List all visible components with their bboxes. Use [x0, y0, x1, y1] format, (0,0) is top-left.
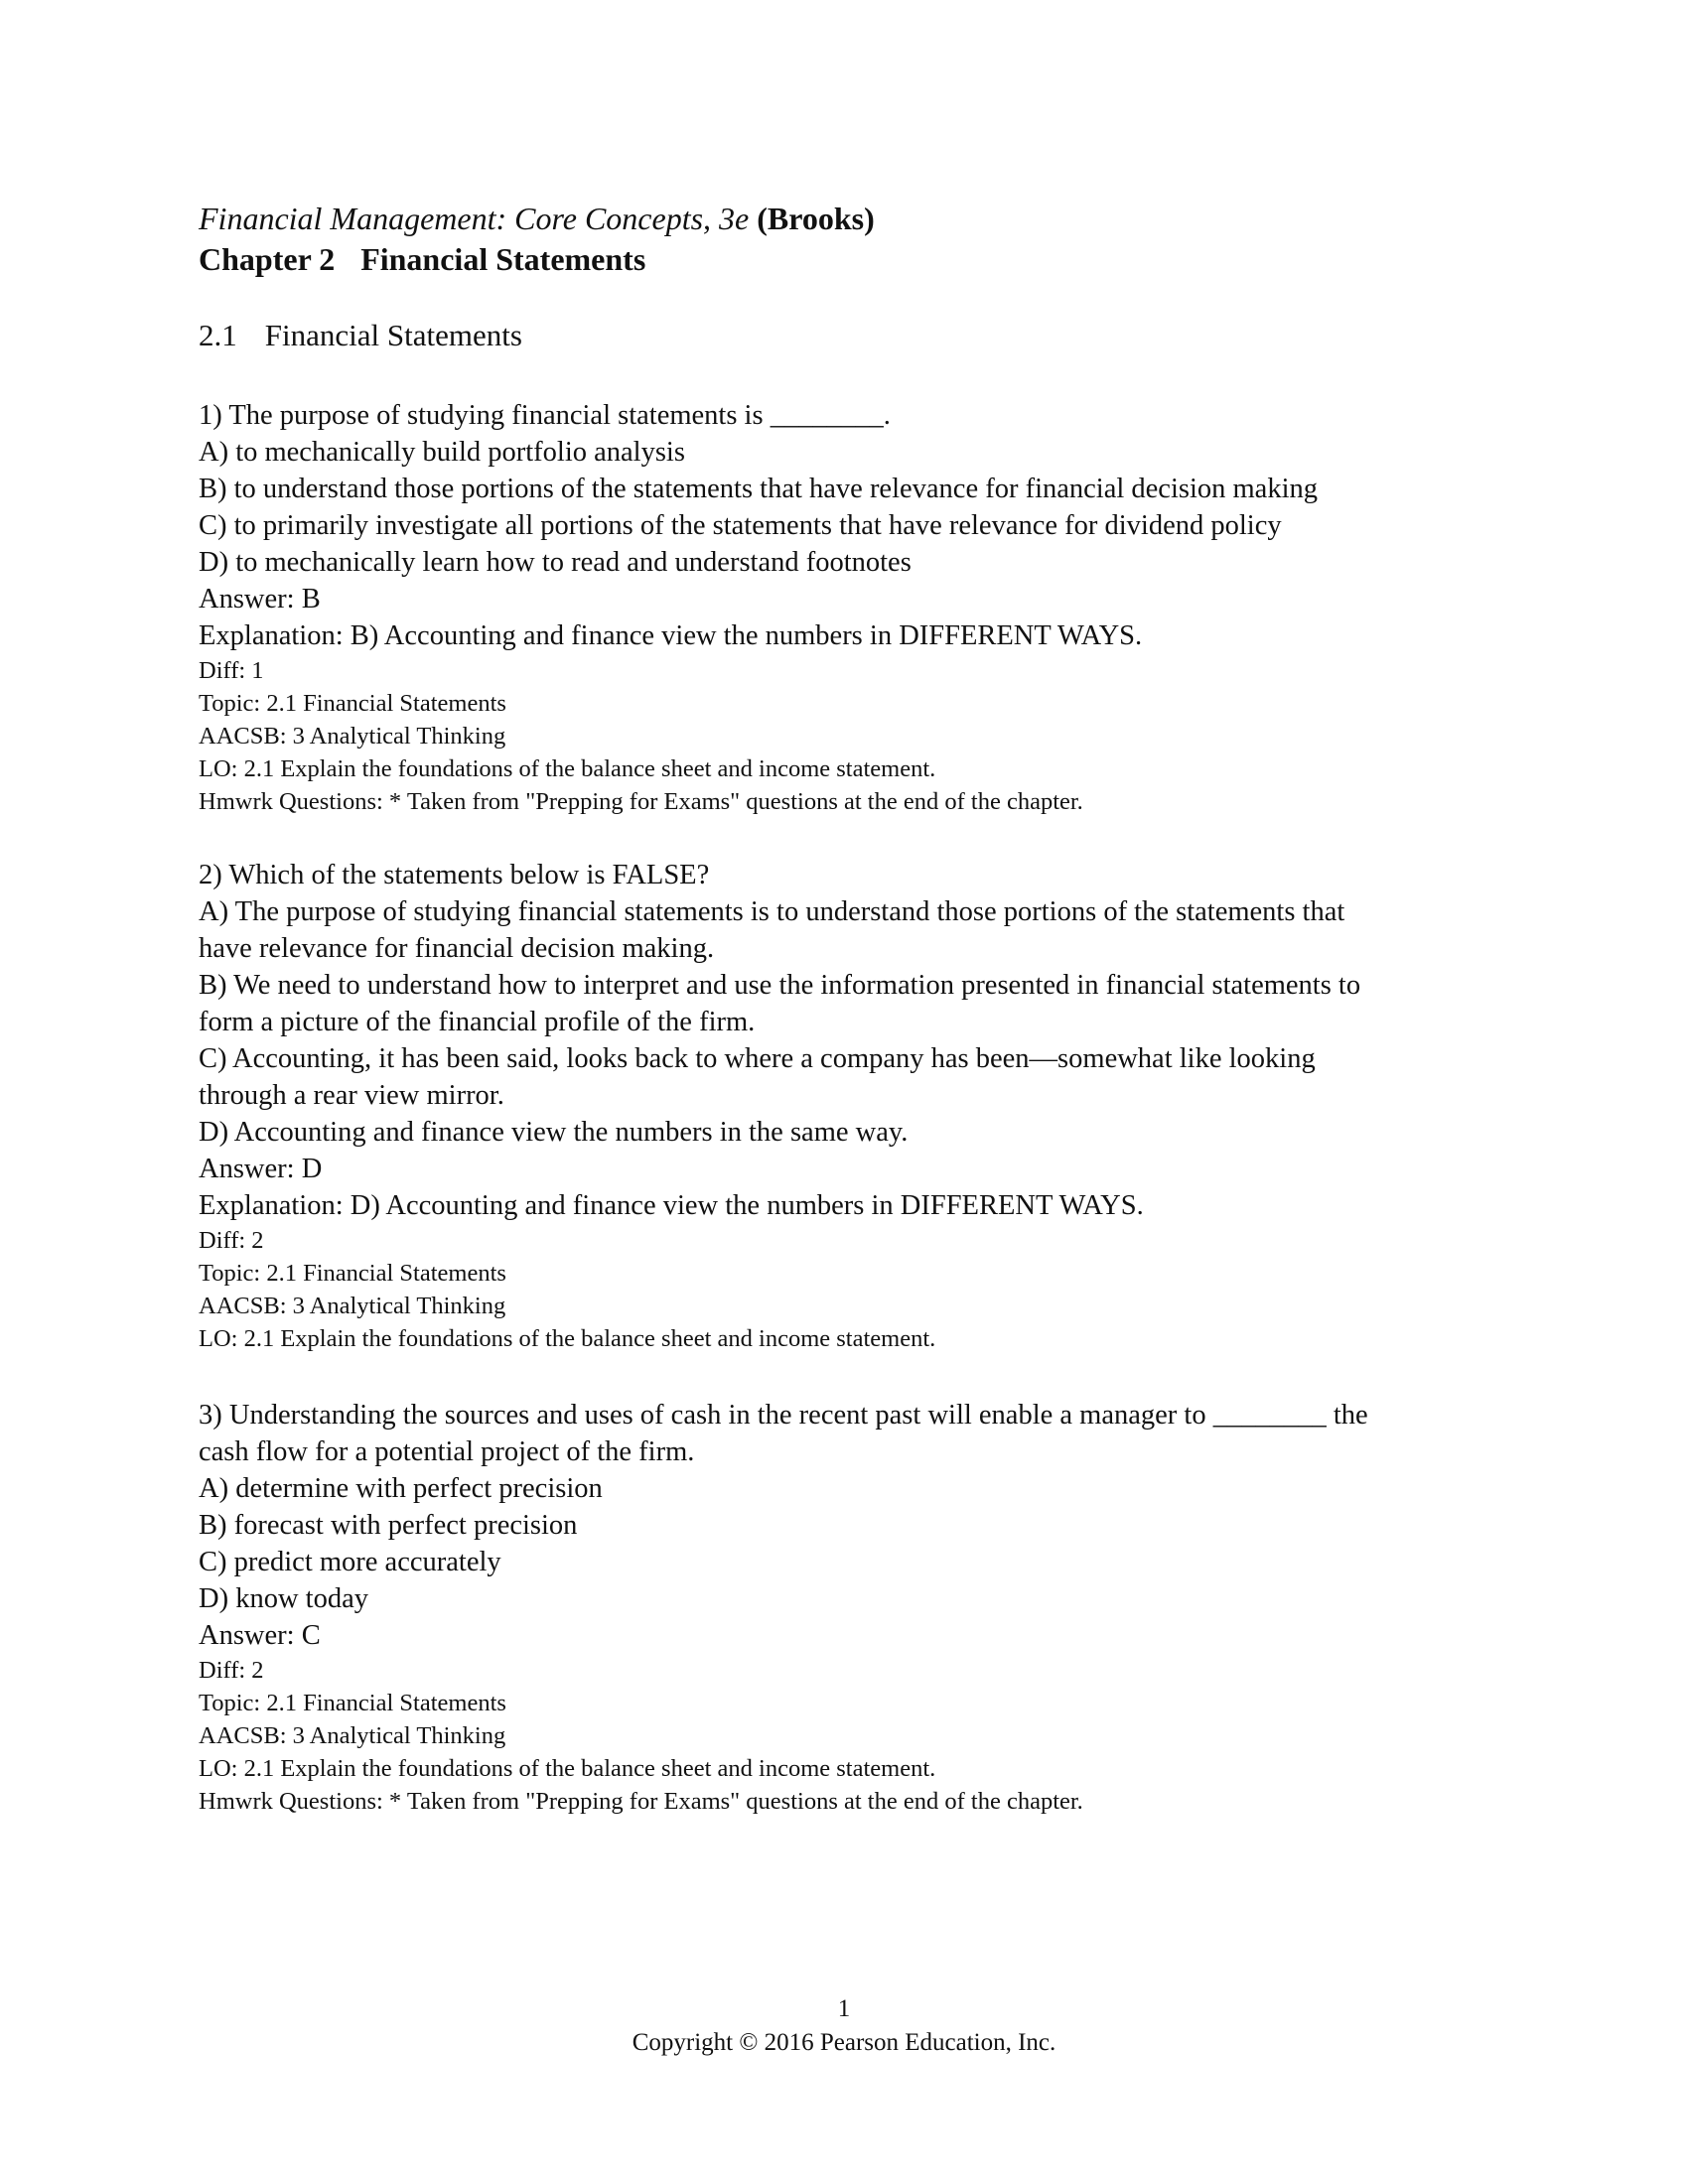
learning-objective: LO: 2.1 Explain the foundations of the balance sheet and income statement.	[199, 755, 936, 782]
learning-objective: LO: 2.1 Explain the foundations of the balance sheet and income statement.	[199, 1325, 936, 1352]
book-author: (Brooks)	[757, 201, 875, 236]
chapter-title: Financial Statements	[360, 241, 646, 277]
copyright-notice: Copyright © 2016 Pearson Education, Inc.	[632, 2029, 1056, 2056]
learning-objective: LO: 2.1 Explain the foundations of the balance sheet and income statement.	[199, 1755, 936, 1782]
difficulty: Diff: 2	[199, 1657, 264, 1684]
question-stem-cont: cash flow for a potential project of the firm.	[199, 1436, 695, 1467]
book-title	[199, 199, 875, 238]
chapter-heading	[199, 239, 645, 279]
page-number: 1	[837, 1995, 851, 2022]
option-c: C) predict more accurately	[199, 1547, 501, 1577]
section-heading	[199, 316, 522, 355]
question-2	[199, 857, 1489, 1355]
topic: Topic: 2.1 Financial Statements	[199, 690, 506, 717]
option-c-cont: through a rear view mirror.	[199, 1080, 504, 1111]
option-a: A) determine with perfect precision	[199, 1473, 603, 1504]
difficulty: Diff: 1	[199, 657, 264, 684]
section-title: Financial Statements	[264, 318, 522, 352]
topic: Topic: 2.1 Financial Statements	[199, 1690, 506, 1716]
option-d: D) Accounting and finance view the numbers in the same way.	[199, 1117, 909, 1148]
topic: Topic: 2.1 Financial Statements	[199, 1260, 506, 1287]
question-stem: 1) The purpose of studying financial statements is ________.	[199, 400, 891, 431]
homework-note: Hmwrk Questions: * Taken from "Prepping for Exams" questions at the end of the chapter.	[199, 788, 1083, 815]
option-b: B) forecast with perfect precision	[199, 1510, 578, 1541]
question-stem: 3) Understanding the sources and uses of cash in the recent past will enable a manager to ________ the	[199, 1400, 1368, 1431]
explanation: Explanation: D) Accounting and finance view the numbers in DIFFERENT WAYS.	[199, 1190, 1144, 1221]
explanation: Explanation: B) Accounting and finance view the numbers in DIFFERENT WAYS.	[199, 620, 1143, 651]
option-c: C) Accounting, it has been said, looks back to where a company has been—somewhat like looking	[199, 1043, 1316, 1074]
book-title-italic: Financial Management: Core Concepts, 3e	[199, 201, 750, 236]
difficulty: Diff: 2	[199, 1227, 264, 1254]
option-b-cont: form a picture of the financial profile of the firm.	[199, 1007, 756, 1037]
option-a: A) to mechanically build portfolio analysis	[199, 437, 685, 468]
homework-note: Hmwrk Questions: * Taken from "Prepping for Exams" questions at the end of the chapter.	[199, 1788, 1083, 1815]
option-b: B) We need to understand how to interpret and use the information presented in financial statements to	[199, 970, 1361, 1001]
option-a: A) The purpose of studying financial statements is to understand those portions of the statements that	[199, 896, 1345, 927]
aacsb: AACSB: 3 Analytical Thinking	[199, 1722, 506, 1749]
question-stem: 2) Which of the statements below is FALSE?	[199, 860, 710, 890]
option-b: B) to understand those portions of the statements that have relevance for financial decision making	[199, 474, 1318, 504]
question-3	[199, 1397, 1489, 1818]
aacsb: AACSB: 3 Analytical Thinking	[199, 723, 506, 750]
aacsb: AACSB: 3 Analytical Thinking	[199, 1293, 506, 1319]
answer: Answer: B	[199, 584, 321, 614]
option-d: D) to mechanically learn how to read and understand footnotes	[199, 547, 912, 578]
option-c: C) to primarily investigate all portions of the statements that have relevance for dividend policy	[199, 510, 1282, 541]
answer: Answer: D	[199, 1154, 323, 1184]
option-d: D) know today	[199, 1583, 368, 1614]
option-a-cont: have relevance for financial decision making.	[199, 933, 715, 964]
section-number: 2.1	[199, 318, 237, 352]
chapter-label: Chapter 2	[199, 241, 336, 277]
answer: Answer: C	[199, 1620, 321, 1651]
question-1	[199, 397, 1489, 818]
